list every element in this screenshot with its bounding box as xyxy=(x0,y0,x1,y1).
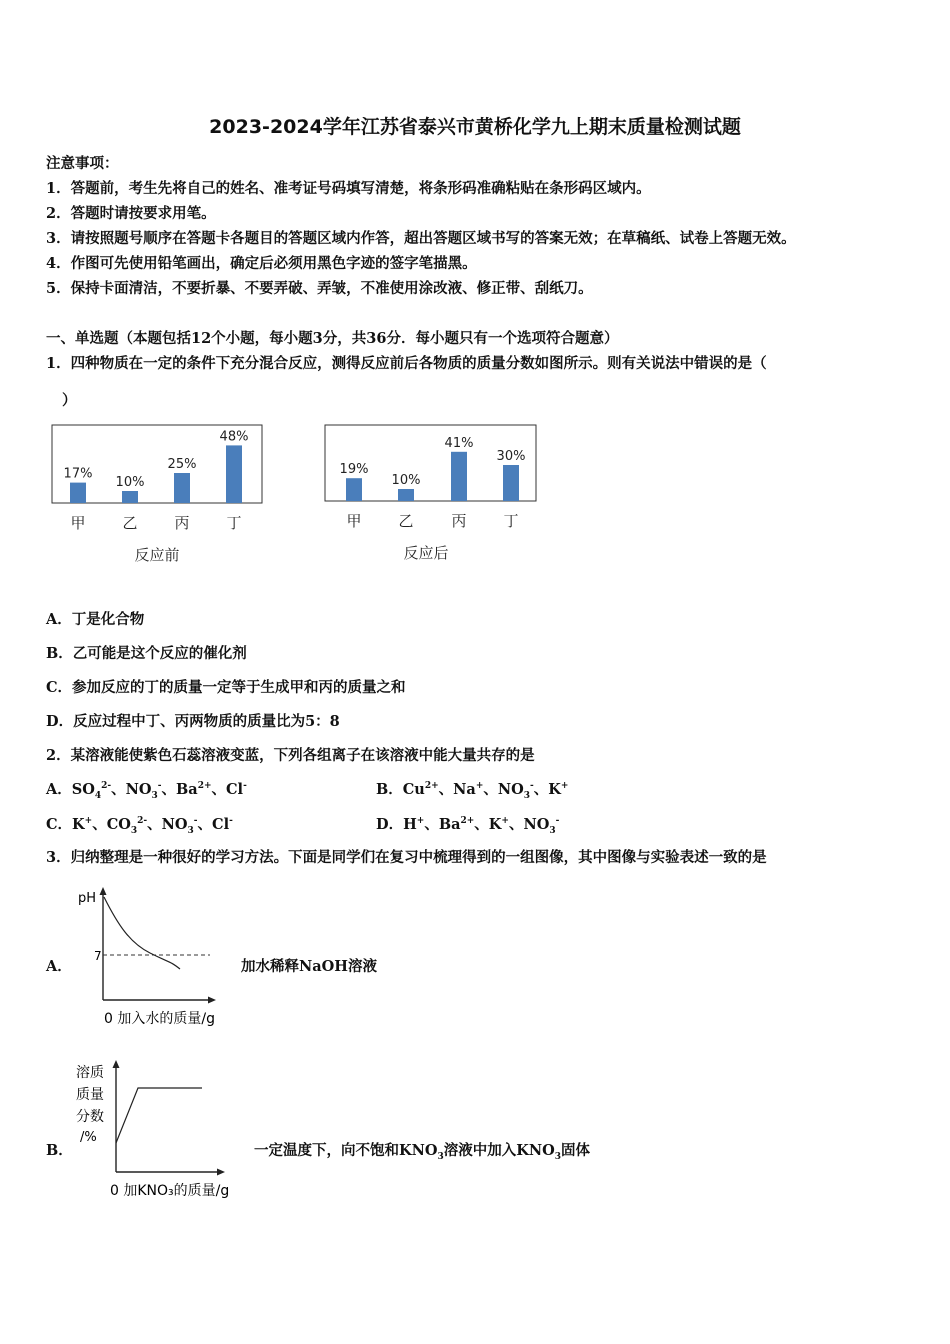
page-title: 2023-2024学年江苏省泰兴市黄桥化学九上期末质量检测试题 xyxy=(209,116,741,138)
notice-item: 5．保持卡面清洁，不要折暴、不要弄破、弄皱，不准使用涂改液、修正带、刮纸刀。 xyxy=(46,280,593,297)
bar-丙 xyxy=(174,473,190,503)
bar-乙 xyxy=(398,489,414,501)
bar-乙 xyxy=(122,491,138,503)
category-label: 丁 xyxy=(503,512,519,530)
category-label: 甲 xyxy=(70,514,86,532)
bar-甲 xyxy=(346,478,362,501)
q2-option-b: B．$Cu^{2+}$、Na+、$NO_3^-$、K+ xyxy=(376,781,569,801)
q1-stem-end: ） xyxy=(62,392,77,409)
bar-value-label: 30% xyxy=(496,449,526,464)
chart-caption: 反应前 xyxy=(134,546,180,564)
graph-a-ref-label: 7 xyxy=(94,949,102,963)
category-label: 丙 xyxy=(451,512,467,530)
category-label: 乙 xyxy=(122,514,138,532)
notice-item: 2．答题时请按要求用笔。 xyxy=(46,205,216,222)
section-heading: 一、单选题（本题包括12个小题，每小题3分，共36分．每小题只有一个选项符合题意） xyxy=(46,330,619,347)
q2-option-c: C．K+、$CO_3^{2-}$、$NO_3^-$、Cl- xyxy=(46,816,233,836)
bar-value-label: 10% xyxy=(391,473,421,488)
graph-a-xlabel: 0 加入水的质量/g xyxy=(104,1011,215,1027)
q1-stem: 1．四种物质在一定的条件下充分混合反应，测得反应前后各物质的质量分数如图所示。则有关说法中错误的是（ xyxy=(46,355,767,372)
q3-option-b-text: 一定温度下，向不饱和$KNO_3$溶液中加入$KNO_3$固体 xyxy=(254,1142,591,1162)
notice-heading: 注意事项： xyxy=(46,155,119,172)
category-label: 丙 xyxy=(174,514,190,532)
bar-丁 xyxy=(503,465,519,501)
notice-item: 1．答题前，考生先将自己的姓名、准考证号码填写清楚，将条形码准确粘贴在条形码区域内。 xyxy=(46,180,651,197)
graph-b-xlabel: 0 加KNO₃的质量/g xyxy=(110,1183,230,1199)
q2-option-d: D．H+、$Ba^{2+}$、K+、$NO_3^-$ xyxy=(376,816,560,836)
bar-value-label: 25% xyxy=(167,457,197,472)
notice-item: 4．作图可先使用铅笔画出，确定后必须用黑色字迹的签字笔描黑。 xyxy=(46,255,477,272)
q3-option-a-label: A． xyxy=(46,958,72,975)
q3-graph-b xyxy=(70,1055,260,1205)
q1-option-b: B．乙可能是这个反应的催化剂 xyxy=(46,645,247,662)
category-label: 乙 xyxy=(398,512,414,530)
q3-stem: 3．归纳整理是一种很好的学习方法。下面是同学们在复习中梳理得到的一组图像，其中图像与实验表述一致的是 xyxy=(46,849,767,866)
q2-stem: 2．某溶液能使紫色石蕊溶液变蓝，下列各组离子在该溶液中能大量共存的是 xyxy=(46,747,535,764)
graph-b-ylabel: 溶质 xyxy=(76,1065,104,1081)
q3-option-a-text: 加水稀释NaOH溶液 xyxy=(241,958,377,975)
bar-甲 xyxy=(70,483,86,503)
category-label: 丁 xyxy=(226,514,242,532)
bar-value-label: 10% xyxy=(115,475,145,490)
q3-option-b-label: B． xyxy=(46,1142,73,1159)
bar-value-label: 48% xyxy=(219,429,249,445)
q1-option-a: A．丁是化合物 xyxy=(46,611,145,628)
q2-option-a: A．$SO_4^{2-}$、$NO_3^-$、$Ba^{2+}$、Cl- xyxy=(46,781,247,801)
graph-a-ylabel: pH xyxy=(78,891,97,906)
bar-丁 xyxy=(226,445,242,503)
graph-b-ylabel: 分数 xyxy=(76,1109,104,1125)
notice-item: 3．请按照题号顺序在答题卡各题目的答题区域内作答，超出答题区域书写的答案无效；在草稿纸、试卷上答题无效。 xyxy=(46,230,796,247)
q3-graph-a xyxy=(70,885,250,1035)
bar-value-label: 17% xyxy=(63,466,93,482)
category-label: 甲 xyxy=(346,512,362,530)
chart-caption: 反应后 xyxy=(403,544,449,562)
q1-charts xyxy=(40,415,560,575)
graph-b-ylabel: 质量 xyxy=(76,1087,104,1103)
bar-丙 xyxy=(451,452,467,501)
bar-value-label: 19% xyxy=(339,462,369,478)
q1-option-d: D．反应过程中丁、丙两物质的质量比为5：8 xyxy=(46,713,340,730)
bar-value-label: 41% xyxy=(444,435,474,451)
graph-b-ylabel: /% xyxy=(80,1130,97,1145)
q1-option-c: C．参加反应的丁的质量一定等于生成甲和丙的质量之和 xyxy=(46,679,406,696)
